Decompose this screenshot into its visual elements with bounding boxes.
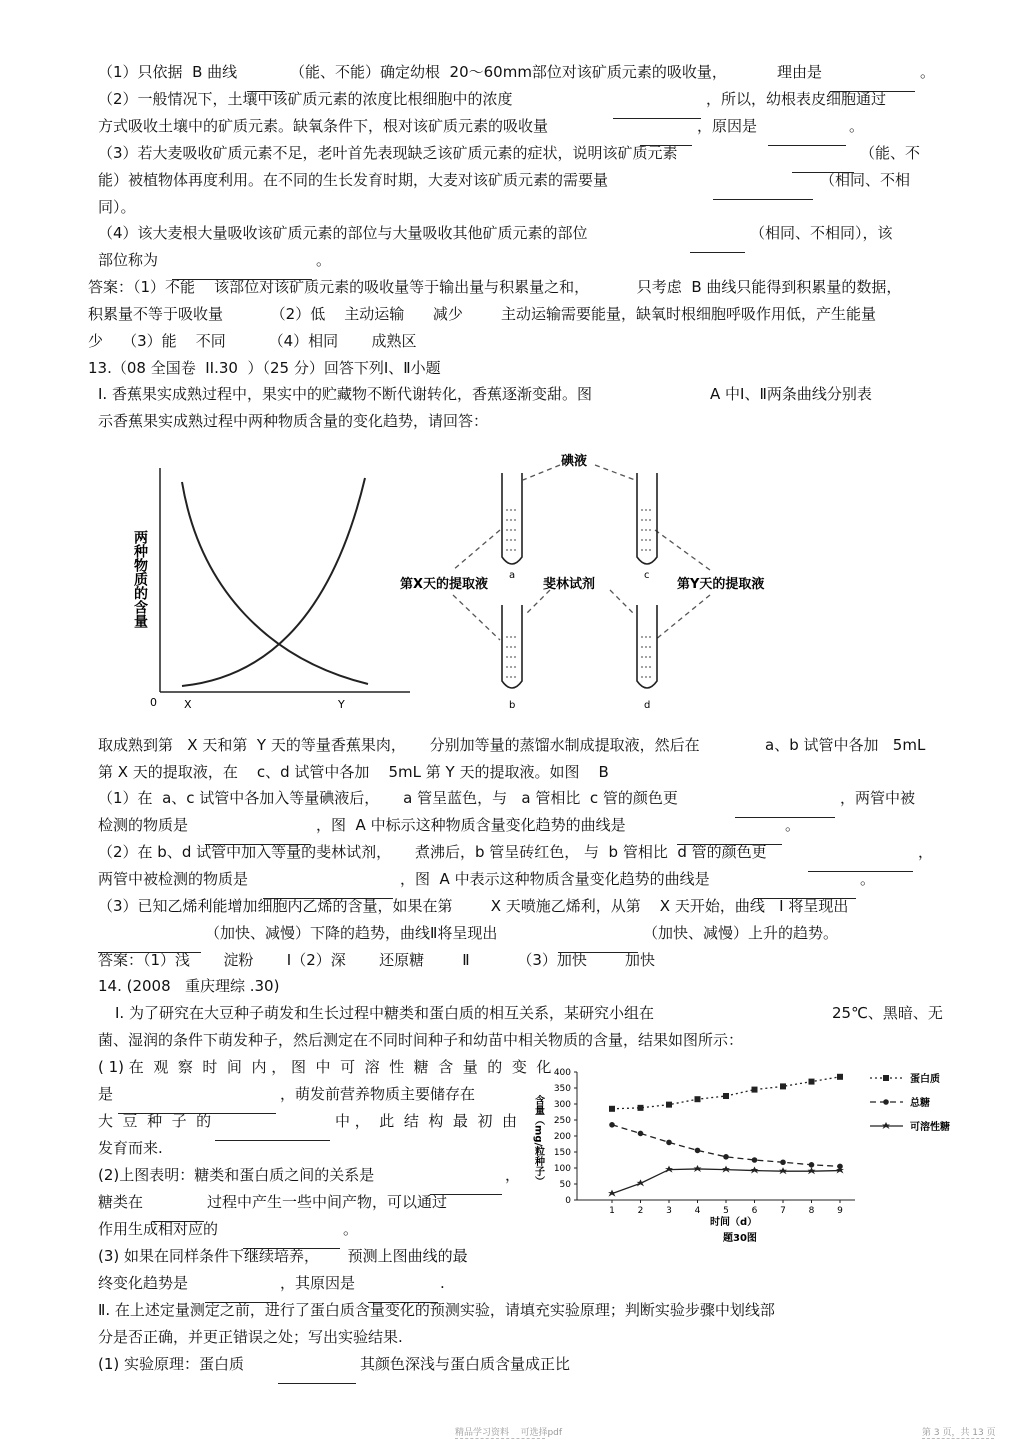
x-tick-label: 3	[666, 1206, 672, 1216]
text-line: 积累量不等于吸收量 （2）低 主动运输 减少 主动运输需要能量，缺氧时根细胞呼吸作用低，产生能量	[88, 305, 877, 323]
point-蛋白质	[883, 1075, 889, 1081]
point-总糖	[609, 1122, 615, 1128]
blank	[215, 1126, 330, 1141]
text-line: ，萌发前营养物质主要储存在	[280, 1085, 476, 1103]
blank	[247, 77, 285, 92]
fehling-label: 斐林试剂	[543, 577, 596, 592]
text-line: （能、不	[860, 144, 921, 162]
text-line: ，两管中被	[840, 789, 916, 807]
text-line: ，所以，幼根表皮细胞通过	[706, 90, 887, 108]
footer-right: 第 3 页，共 13 页	[922, 1428, 996, 1438]
text-line: （4）该大麦根大量吸收该矿质元素的部位与大量吸收其他矿质元素的部位	[98, 224, 588, 242]
point-总糖	[752, 1157, 758, 1163]
legend-label: 总糖	[910, 1098, 930, 1109]
blank	[735, 803, 835, 818]
text-line: 同）。	[98, 198, 136, 216]
x-tick-y: Y	[338, 698, 345, 711]
point-蛋白质	[809, 1079, 815, 1085]
point-蛋白质	[695, 1096, 701, 1102]
blank	[205, 830, 310, 845]
text-line: 答案：（1）不能 该部位对该矿质元素的吸收量等于输出量与积累量之和， 只考虑 B 曲线只能得到积累量的数据，	[88, 278, 902, 296]
blank	[98, 938, 201, 953]
text-line: （相同、不相同），该	[750, 224, 893, 242]
text-line: 。	[849, 117, 865, 135]
x-tick-label: 8	[808, 1206, 815, 1216]
text-line: ，其原因是	[280, 1274, 356, 1292]
text-line: 。	[316, 251, 332, 269]
figure-a-curves	[120, 450, 420, 720]
x-tick-x: X	[184, 698, 192, 711]
point-总糖	[883, 1099, 889, 1105]
blank	[792, 158, 854, 173]
text-line: 示香蕉果实成熟过程中两种物质含量的变化趋势，请回答：	[98, 412, 489, 430]
x-tick-label: 7	[780, 1206, 786, 1216]
footer-dots	[922, 1438, 994, 1439]
figure-b-test-tubes	[395, 445, 795, 725]
text-line: 能）被植物体再度利用。在不同的生长发育时期，大麦对该矿质元素的需要量	[98, 171, 609, 189]
chart-y-label: 含量（mg/粒种子）	[532, 1095, 544, 1187]
y-tick-label: 250	[553, 1116, 571, 1126]
point-总糖	[809, 1162, 815, 1168]
text-line: ，	[505, 1166, 521, 1184]
text-line: (1) 实验原理：蛋白质	[98, 1355, 245, 1373]
point-蛋白质	[666, 1102, 672, 1108]
figure-30-line-chart	[532, 1060, 975, 1245]
text-line: (2)上图表明：糖类和蛋白质之间的关系是	[98, 1166, 375, 1184]
curve-i	[182, 482, 368, 684]
text-line: 部位称为	[98, 251, 159, 269]
point-蛋白质	[609, 1106, 615, 1112]
text-line: （1）在 a、c 试管中各加入等量碘液后， a 管呈蓝色，与 a 管相比 c 管的颜色更	[98, 789, 678, 807]
text-line: ，	[918, 843, 934, 861]
text-line: ( 1) 在 观 察 时 间 内 ， 图 中 可 溶 性 糖 含 量 的 变 化	[98, 1058, 552, 1076]
text-line: 。	[343, 1220, 359, 1238]
text-line: 终变化趋势是	[98, 1274, 189, 1292]
text-line: 作用生成相对应的	[98, 1220, 219, 1238]
y-tick-label: 50	[559, 1180, 571, 1190]
y-tick-label: 100	[553, 1164, 571, 1174]
x-tick-label: 6	[751, 1206, 758, 1216]
text-line: ，原因是	[697, 117, 758, 135]
blank	[263, 884, 393, 899]
x-tick-label: 4	[694, 1206, 701, 1216]
blank	[368, 1288, 438, 1303]
x-tick-label: 2	[637, 1206, 644, 1216]
text-line: 方式吸收土壤中的矿质元素。缺氧条件下，根对该矿质元素的吸收量	[98, 117, 549, 135]
y-tick-label: 150	[553, 1148, 571, 1158]
point-可溶性糖	[637, 1179, 645, 1186]
text-line: .	[440, 1274, 445, 1292]
tube-a	[502, 473, 522, 581]
legend-label: 蛋白质	[910, 1074, 940, 1085]
text-line: 分是否正确，并更正错误之处；写出实验结果.	[98, 1328, 403, 1346]
blank	[558, 938, 638, 953]
text-line: 。	[860, 870, 876, 888]
iodine-label: 碘液	[561, 454, 588, 469]
tube-label-a: a	[509, 570, 516, 581]
text-line: （1）只依据 B 曲线	[98, 63, 238, 81]
text-line: 。	[920, 63, 936, 81]
blank	[808, 857, 913, 872]
text-line: Ⅰ. 香蕉果实成熟过程中，果实中的贮藏物不断代谢转化，香蕉逐渐变甜。图	[98, 385, 592, 403]
point-蛋白质	[723, 1093, 729, 1099]
x-tick-label: 1	[609, 1206, 615, 1216]
blank	[768, 131, 846, 146]
blank	[172, 265, 312, 280]
tube-d	[637, 605, 657, 711]
footer-left: 精品学习资料 可选择pdf	[455, 1428, 563, 1438]
y-axis-label: 两种物质的含量	[132, 530, 148, 628]
chart-axes	[554, 1068, 855, 1216]
x-tick-label: 5	[723, 1206, 729, 1216]
text-line: 25℃、黑暗、无	[832, 1004, 943, 1022]
text-line: （加快、减慢）下降的趋势，曲线Ⅱ将呈现出	[205, 924, 498, 942]
text-line: 。	[785, 816, 801, 834]
y-tick-label: 350	[553, 1084, 571, 1094]
point-蛋白质	[780, 1083, 786, 1089]
blank	[754, 884, 856, 899]
blank	[152, 1207, 204, 1222]
text-line: 少 （3）能 不同 （4）相同 成熟区	[88, 332, 417, 350]
extract-x-label: 第X天的提取液	[400, 577, 489, 592]
blank	[830, 77, 915, 92]
text-line: A 中Ⅰ、Ⅱ两条曲线分别表	[710, 385, 872, 403]
text-line: 答案：（1）浅 淀粉 Ⅰ（2）深 还原糖 Ⅱ （3）加快 加快	[98, 951, 656, 969]
point-总糖	[695, 1148, 701, 1154]
blank	[677, 830, 782, 845]
y-tick-label: 300	[553, 1100, 571, 1110]
text-line: 是	[98, 1085, 114, 1103]
text-line: 过程中产生一些中间产物，可以通过	[207, 1193, 448, 1211]
origin-label: 0	[150, 696, 157, 709]
blank	[118, 1099, 276, 1114]
text-line: （2）一般情况下，土壤中该矿质元素的浓度比根细胞中的浓度	[98, 90, 513, 108]
text-line: 14. (2008 重庆理综 .30)	[98, 977, 280, 995]
point-总糖	[666, 1140, 672, 1146]
text-line: 理由是	[777, 63, 823, 81]
point-蛋白质	[752, 1087, 758, 1093]
point-总糖	[638, 1131, 644, 1137]
text-line: 菌、湿润的条件下萌发种子，然后测定在不同时间种子和幼苗中相关物质的含量，结果如图所示：	[98, 1031, 744, 1049]
text-line: 第 X 天的提取液，在 c、d 试管中各加 5mL 第 Y 天的提取液。如图 B	[98, 763, 609, 781]
text-line: （3）已知乙烯利能增加细胞内乙烯的含量，如果在第 X 天喷施乙烯利，从第 X 天开始，曲线 Ⅰ 将呈现出	[98, 897, 849, 915]
tube-c	[637, 473, 657, 581]
chart-legend	[870, 1072, 950, 1133]
series-line-总糖	[612, 1125, 840, 1167]
blank	[205, 1288, 277, 1303]
legend-label: 可溶性糖	[910, 1122, 950, 1133]
tube-label-b: b	[509, 700, 516, 711]
text-line: Ⅰ. 为了研究在大豆种子萌发和生长过程中糖类和蛋白质的相互关系，某研究小组在	[115, 1004, 654, 1022]
text-line: 两管中被检测的物质是	[98, 870, 249, 888]
point-蛋白质	[837, 1074, 843, 1080]
tube-label-c: c	[644, 570, 650, 581]
blank	[613, 104, 701, 119]
point-总糖	[780, 1159, 786, 1165]
text-line: 13.（08 全国卷 II.30 ）（25 分）回答下列Ⅰ、Ⅱ小题	[88, 359, 441, 377]
text-line: (3) 如果在同样条件下继续培养， 预测上图曲线的最	[98, 1247, 468, 1265]
text-line: （3）若大麦吸收矿质元素不足，老叶首先表现缺乏该矿质元素的症状，说明该矿质元素	[98, 144, 678, 162]
blank	[430, 1180, 502, 1195]
text-line: ，图 A 中标示这种物质含量变化趋势的曲线是	[316, 816, 626, 834]
text-line: （相同、不相	[820, 171, 911, 189]
footer-dots	[455, 1438, 545, 1439]
y-tick-label: 0	[565, 1196, 571, 1206]
text-line: Ⅱ. 在上述定量测定之前，进行了蛋白质含量变化的预测实验，请填充实验原理；判断实验步骤中划线部	[98, 1301, 775, 1319]
text-line: ，图 A 中表示这种物质含量变化趋势的曲线是	[400, 870, 710, 888]
point-蛋白质	[638, 1105, 644, 1111]
text-line: 其颜色深浅与蛋白质含量成正比	[360, 1355, 571, 1373]
curve-ii	[182, 478, 365, 686]
tube-label-d: d	[644, 700, 651, 711]
text-line: 糖类在	[98, 1193, 144, 1211]
text-line: 取成熟到第 X 天和第 Y 天的等量香蕉果肉， 分别加等量的蒸馏水制成提取液，然后在	[98, 736, 700, 754]
y-tick-label: 200	[553, 1132, 571, 1142]
series-line-蛋白质	[612, 1077, 840, 1109]
blank	[243, 1234, 340, 1249]
text-line: 大 豆 种 子 的	[98, 1112, 212, 1130]
text-line: （能、不能）确定幼根 20～60mm部位对该矿质元素的吸收量，	[290, 63, 727, 81]
chart-caption: 题30图	[723, 1233, 757, 1244]
point-总糖	[723, 1154, 729, 1160]
text-line: 发育而来.	[98, 1139, 163, 1157]
series-line-可溶性糖	[612, 1169, 840, 1194]
blank	[640, 131, 692, 146]
chart-series	[608, 1074, 844, 1197]
text-line: a、b 试管中各加 5mL	[765, 736, 926, 754]
extract-y-label: 第Y天的提取液	[677, 577, 765, 592]
blank	[713, 185, 813, 200]
blank	[690, 238, 745, 253]
chart-x-label: 时间（d）	[710, 1217, 758, 1228]
tube-b	[502, 605, 522, 711]
text-line: 检测的物质是	[98, 816, 189, 834]
text-line: （2）在 b、d 试管中加入等量的斐林试剂， 煮沸后，b 管呈砖红色， 与 b 管相比 d 管的颜色更	[98, 843, 767, 861]
text-line: 中 ， 此 结 构 最 初 由	[335, 1112, 517, 1130]
blank	[278, 1369, 356, 1384]
text-line: （加快、减慢）上升的趋势。	[643, 924, 839, 942]
x-tick-label: 9	[837, 1206, 843, 1216]
y-tick-label: 400	[553, 1068, 571, 1078]
